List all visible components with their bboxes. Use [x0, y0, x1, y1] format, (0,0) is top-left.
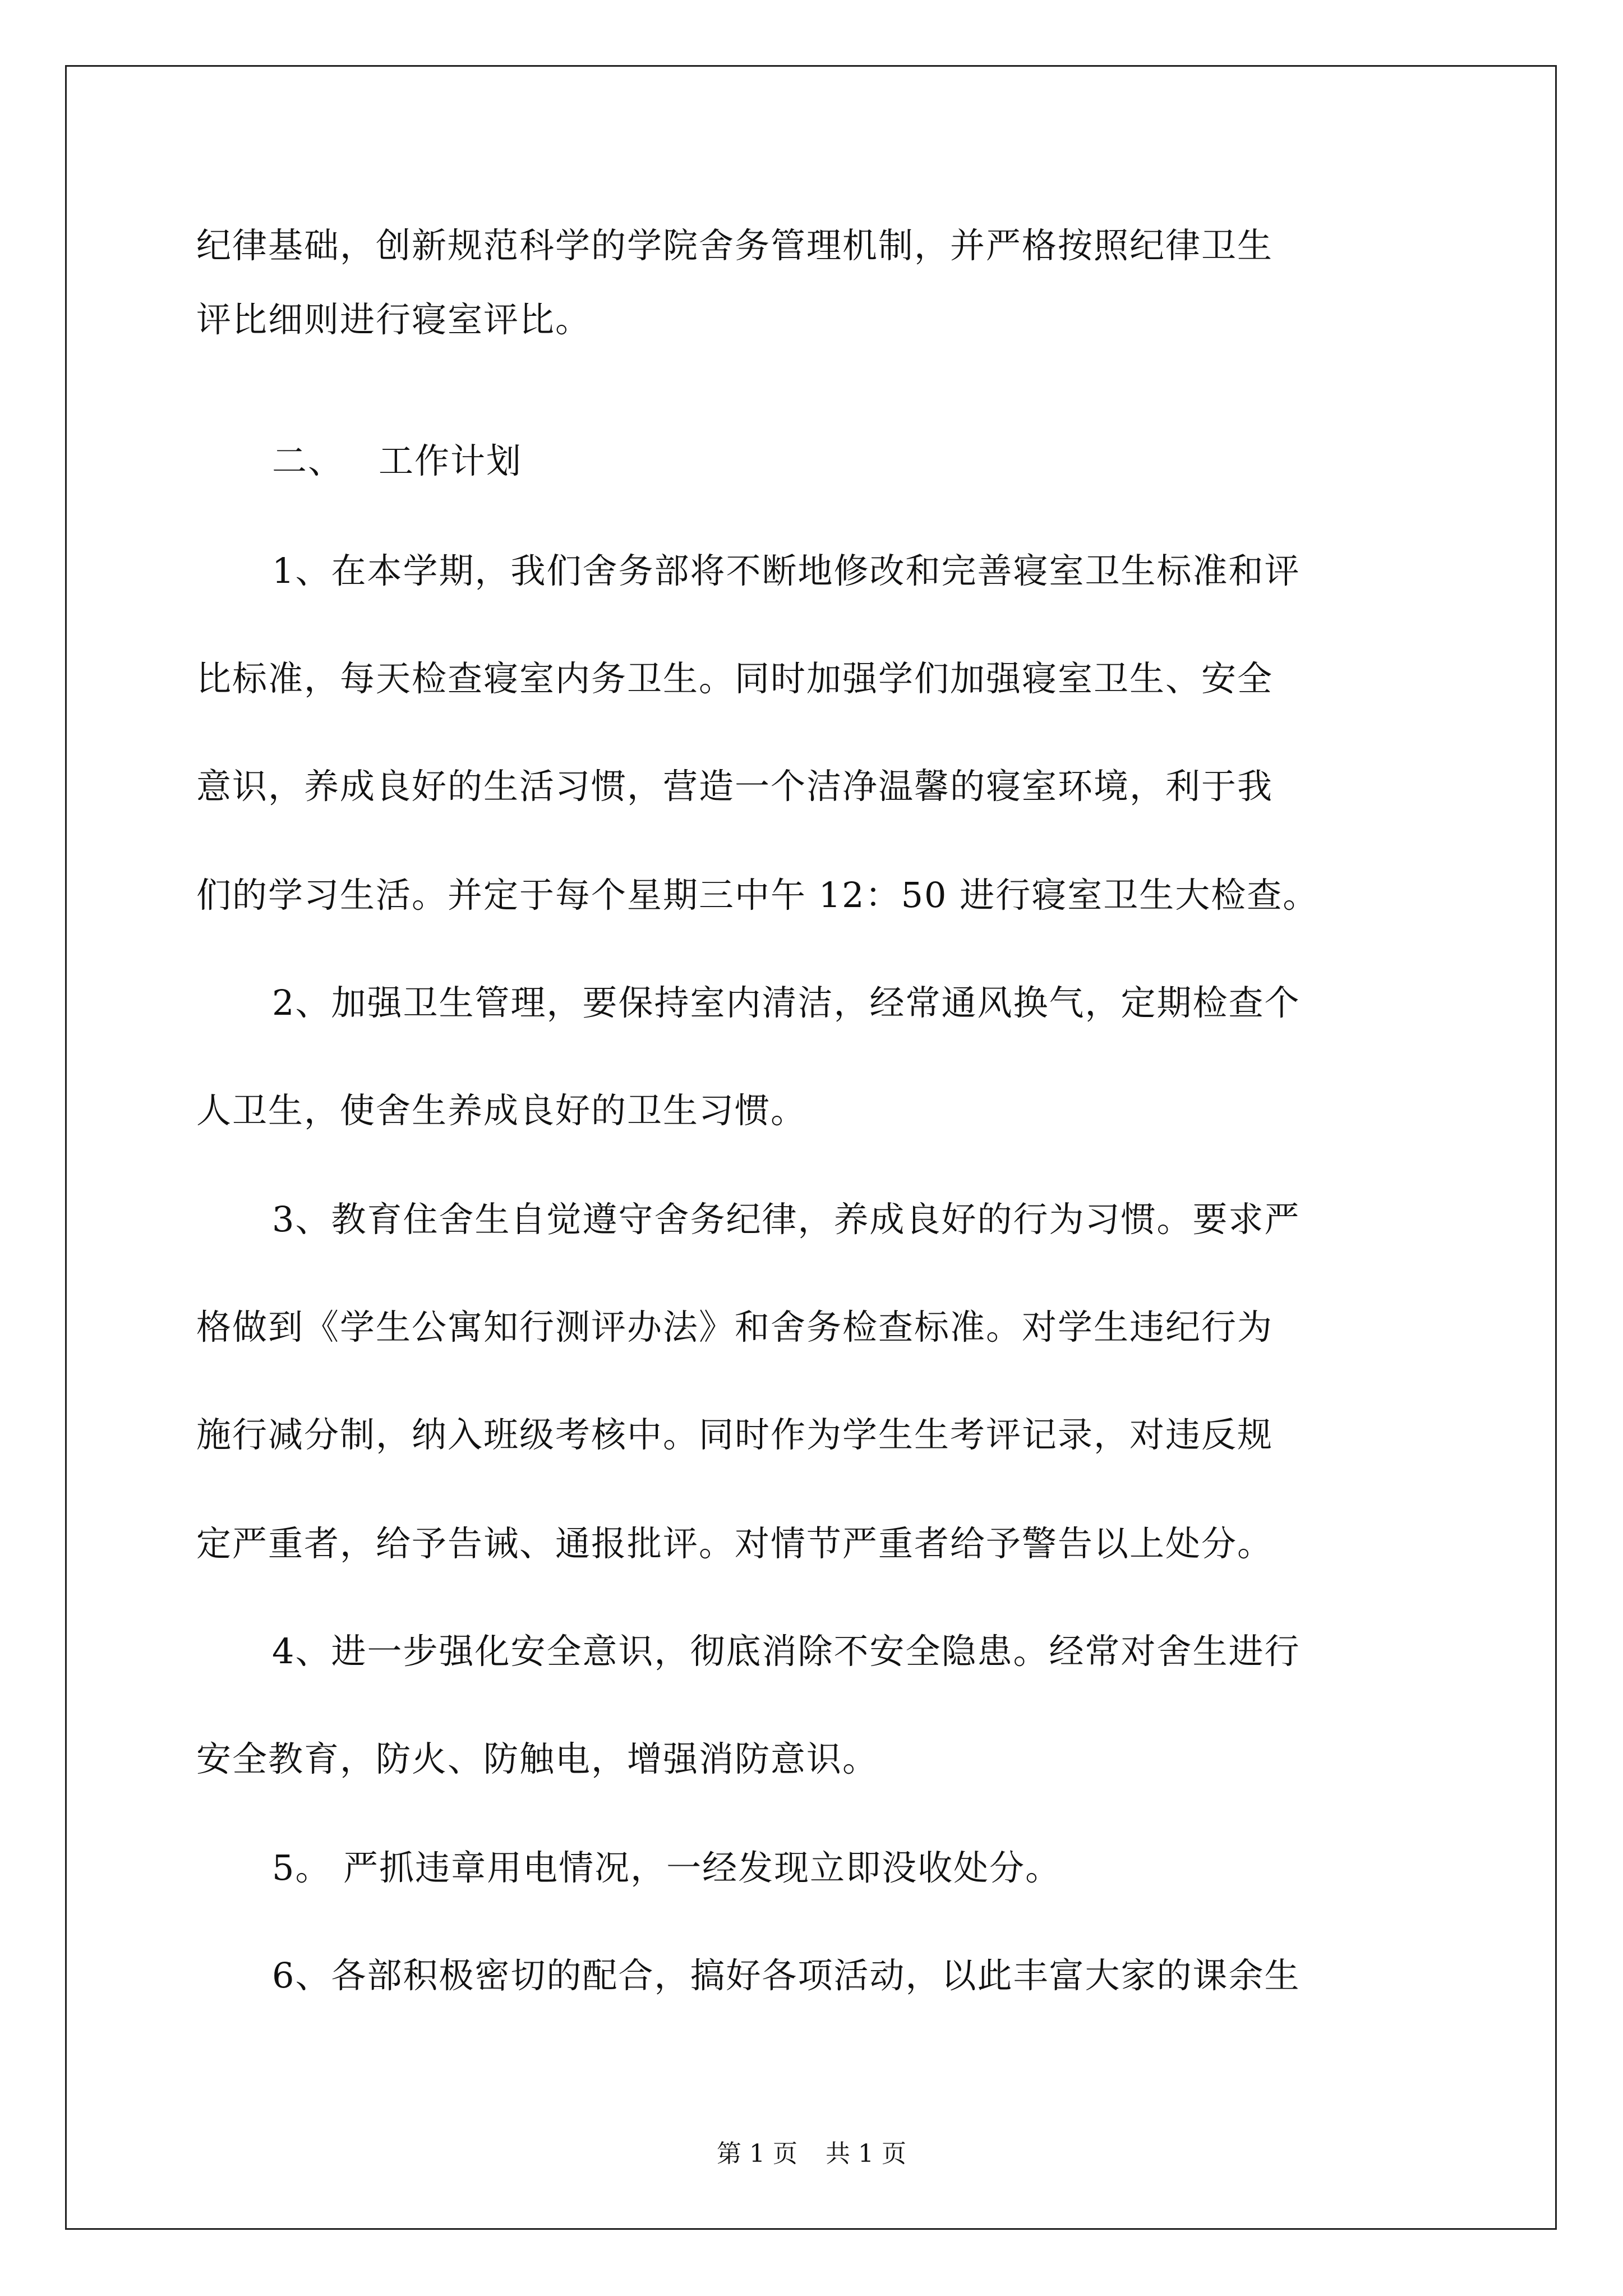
paragraph-line: 意识，养成良好的生活习惯，营造一个洁净温馨的寝室环境，利于我 [196, 766, 1274, 807]
page-number: 第 1 页 [717, 2139, 797, 2168]
paragraph-line: 定严重者，给予告诫、通报批评。对情节严重者给予警告以上处分。 [196, 1523, 1274, 1564]
paragraph-line: 们的学习生活。并定于每个星期三中午 12：50 进行寝室卫生大检查。 [196, 875, 1319, 915]
paragraph-line: 格做到《学生公寓知行测评办法》和舍务检查标准。对学生违纪行为 [196, 1306, 1274, 1347]
paragraph-line: 1、在本学期，我们舍务部将不断地修改和完善寝室卫生标准和评 [272, 550, 1301, 591]
section-heading-number: 二、 [272, 440, 344, 481]
paragraph-line: 3、教育住舍生自觉遵守舍务纪律，养成良好的行为习惯。要求严 [272, 1199, 1301, 1240]
paragraph-line: 安全教育，防火、防触电，增强消防意识。 [196, 1738, 879, 1779]
page-border [65, 65, 1557, 2230]
paragraph-line: 比标准，每天检查寝室内务卫生。同时加强学们加强寝室卫生、安全 [196, 658, 1274, 699]
paragraph-line: 4、进一步强化安全意识，彻底消除不安全隐患。经常对舍生进行 [272, 1631, 1301, 1672]
paragraph-line: 评比细则进行寝室评比。 [196, 299, 592, 340]
page-footer [0, 2138, 1623, 2170]
paragraph-line: 人卫生，使舍生养成良好的卫生习惯。 [196, 1090, 807, 1131]
page-total: 共 1 页 [826, 2139, 906, 2168]
paragraph-line: 5。 严抓违章用电情况，一经发现立即没收处分。 [272, 1847, 1062, 1888]
paragraph-line: 6、各部积极密切的配合，搞好各项活动，以此丰富大家的课余生 [272, 1955, 1301, 1996]
paragraph-line: 纪律基础，创新规范科学的学院舍务管理机制，并严格按照纪律卫生 [196, 225, 1274, 266]
section-heading [272, 439, 522, 484]
paragraph-line: 2、加强卫生管理，要保持室内清洁，经常通风换气，定期检查个 [272, 982, 1301, 1023]
paragraph-line: 施行减分制，纳入班级考核中。同时作为学生生考评记录，对违反规 [196, 1414, 1274, 1455]
section-heading-title: 工作计划 [379, 440, 523, 481]
